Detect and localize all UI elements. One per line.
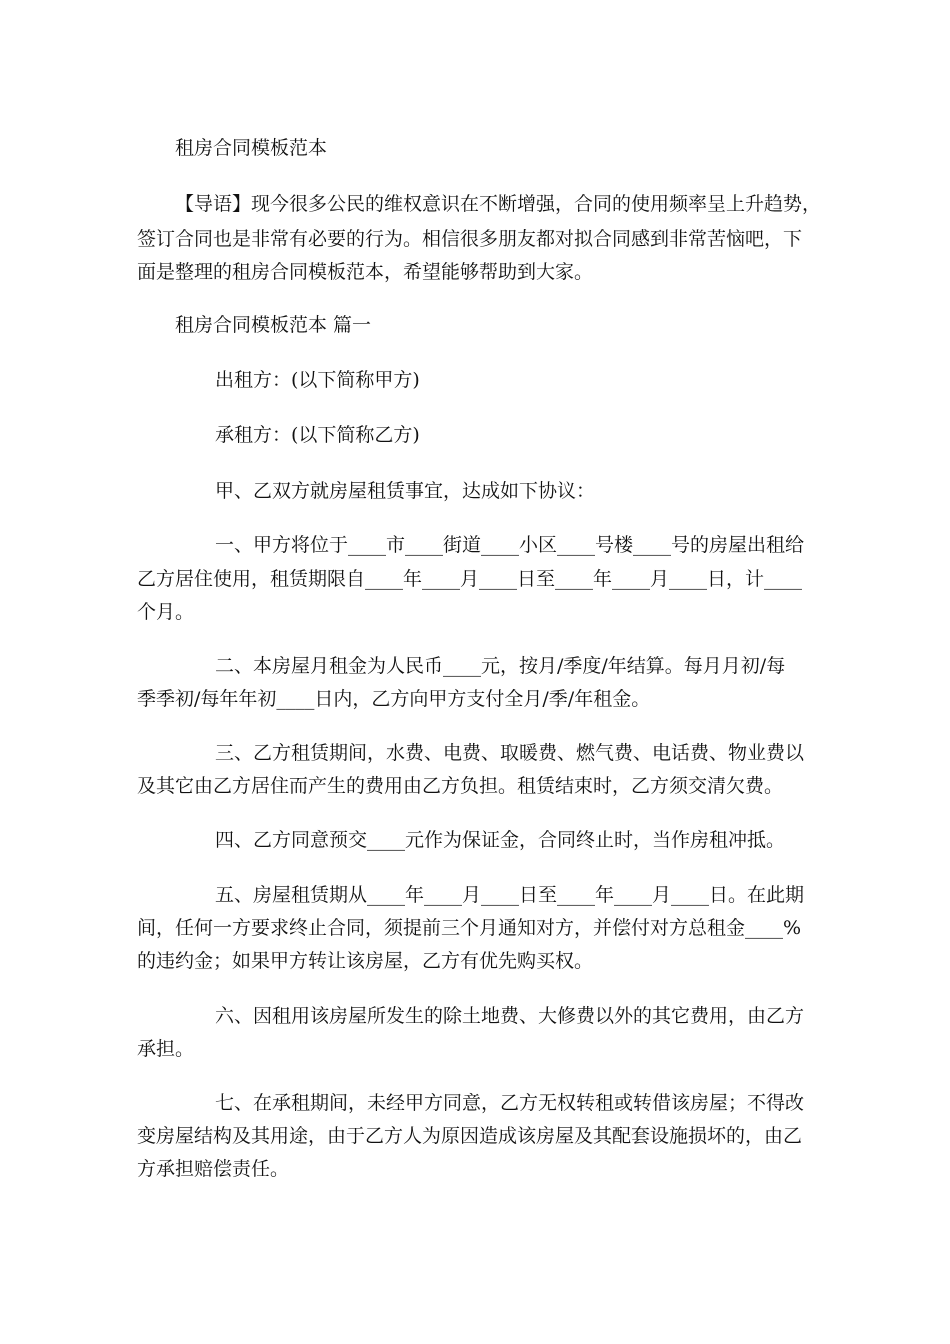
intro-line-2: 签订合同也是非常有必要的行为。相信很多朋友都对拟合同感到非常苦恼吧，下 [137,228,803,250]
clause-2-line-2: 季季初/每年年初____日内，乙方向甲方支付全月/季/年租金。 [137,688,651,710]
agreement-line: 甲、乙双方就房屋租赁事宜，达成如下协议： [215,480,596,502]
clause-7-line-2: 变房屋结构及其用途，由于乙方人为原因造成该房屋及其配套设施损坏的，由乙 [137,1125,803,1147]
clause-6-line-1: 六、因租用该房屋所发生的除土地费、大修费以外的其它费用，由乙方 [215,1005,805,1027]
section-heading: 租房合同模板范本 篇一 [175,314,372,336]
lessor-line: 出租方：(以下简称甲方) [215,369,420,391]
clause-7-line-3: 方承担赔偿责任。 [137,1158,290,1180]
document-title: 租房合同模板范本 [175,137,328,159]
clause-3-line-2: 及其它由乙方居住而产生的费用由乙方负担。租赁结束时，乙方须交清欠费。 [137,775,784,797]
lessee-line: 承租方：(以下简称乙方) [215,424,420,446]
clause-1-line-3: 个月。 [137,601,195,623]
clause-4-line-1: 四、乙方同意预交____元作为保证金，合同终止时，当作房租冲抵。 [215,829,786,851]
intro-line-1: 【导语】现今很多公民的维权意识在不断增强，合同的使用频率呈上升趋势， [175,193,822,215]
clause-2-line-1: 二、本房屋月租金为人民币____元，按月/季度/年结算。每月月初/每 [215,655,786,677]
clause-5-line-3: 的违约金；如果甲方转让该房屋，乙方有优先购买权。 [137,950,594,972]
intro-line-3: 面是整理的租房合同模板范本，希望能够帮助到大家。 [137,261,594,283]
clause-6-line-2: 承担。 [137,1038,195,1060]
clause-3-line-1: 三、乙方租赁期间，水费、电费、取暖费、燃气费、电话费、物业费以 [215,742,805,764]
clause-5-line-1: 五、房屋租赁期从____年____月____日至____年____月____日。在此期 [215,884,805,906]
clause-7-line-1: 七、在承租期间，未经甲方同意，乙方无权转租或转借该房屋；不得改 [215,1092,805,1114]
clause-1-line-1: 一、甲方将位于____市____街道____小区____号楼____号的房屋出租给 [215,534,805,556]
clause-5-line-2: 间，任何一方要求终止合同，须提前三个月通知对方，并偿付对方总租金____% [137,917,802,939]
clause-1-line-2: 乙方居住使用，租赁期限自____年____月____日至____年____月____日，计____ [137,568,803,590]
